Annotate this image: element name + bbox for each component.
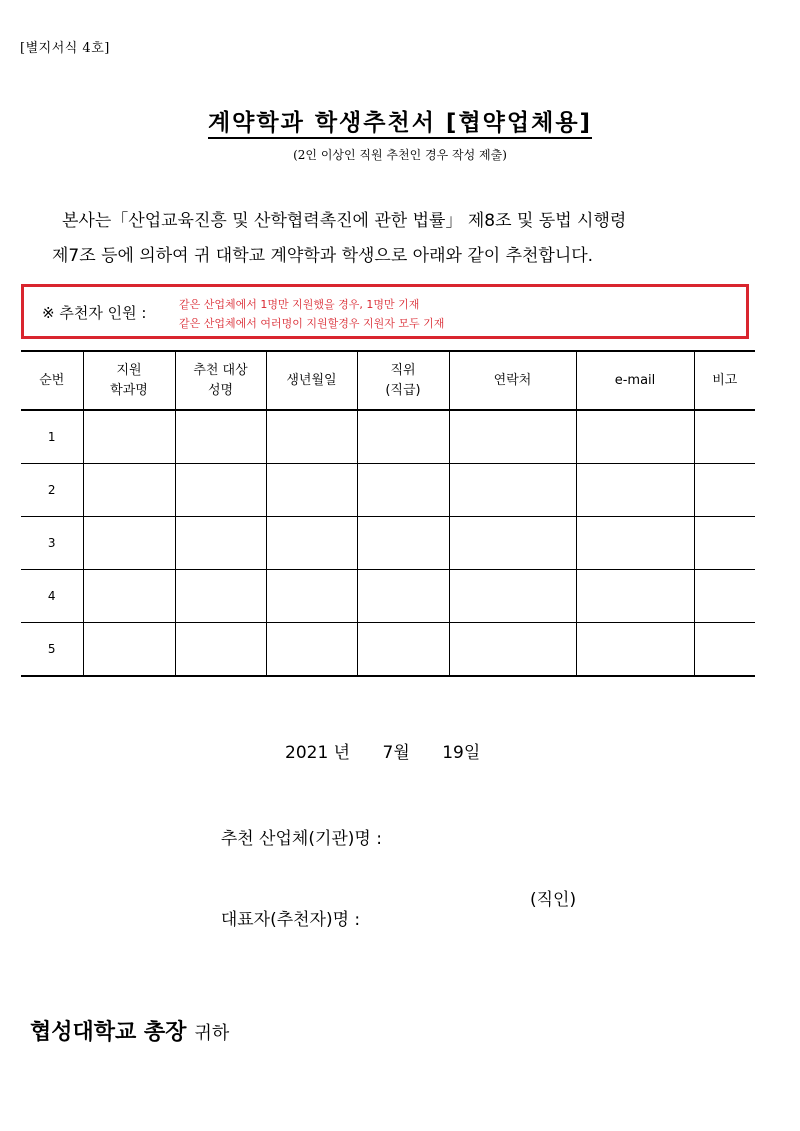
form-number-label: [별지서식 4호] (20, 41, 110, 56)
table-header-row (21, 351, 755, 410)
cell-contact[interactable] (449, 410, 576, 464)
document-title-text: 계약학과 학생추천서 [협약업체용] (208, 110, 592, 139)
intro-line-1: 본사는「산업교육진흥 및 산학협력촉진에 관한 법률」 제8조 및 동법 시행령 (62, 211, 627, 231)
representative-label: 대표자(추천자)명 : (220, 910, 361, 930)
cell-department[interactable] (83, 464, 175, 517)
cell-remarks[interactable] (694, 517, 755, 570)
cell-email[interactable] (576, 410, 694, 464)
cell-birthdate[interactable] (266, 623, 357, 677)
row-number: 5 (21, 623, 83, 677)
header-seq: 순번 (21, 351, 83, 410)
table-row (21, 464, 755, 517)
row-number: 2 (21, 464, 83, 517)
date-year: 2021 (285, 743, 329, 763)
cell-department[interactable] (83, 623, 175, 677)
cell-candidate-name[interactable] (175, 464, 266, 517)
cell-department[interactable] (83, 517, 175, 570)
cell-candidate-name[interactable] (175, 570, 266, 623)
header-position: 직위 (직급) (357, 351, 449, 410)
cell-birthdate[interactable] (266, 517, 357, 570)
addressee-name: 협성대학교 총장 (30, 1020, 187, 1045)
document-subtitle: (2인 이상인 직원 추천인 경우 작성 제출) (293, 148, 507, 162)
cell-department[interactable] (83, 570, 175, 623)
intro-paragraph (40, 204, 760, 274)
date-month: 7월 (382, 743, 410, 763)
cell-position[interactable] (357, 410, 449, 464)
row-number: 1 (21, 410, 83, 464)
notice-line-2: 같은 산업체에서 여러명이 지원할경우 지원자 모두 기재 (179, 317, 445, 330)
cell-contact[interactable] (449, 517, 576, 570)
company-name-line (210, 804, 382, 849)
row-number: 3 (21, 517, 83, 570)
cell-birthdate[interactable] (266, 410, 357, 464)
date-day: 19일 (442, 743, 481, 763)
header-birthdate: 생년월일 (266, 351, 357, 410)
recommender-notice-box (21, 284, 749, 339)
date-year-unit: 년 (333, 743, 351, 763)
cell-contact[interactable] (449, 570, 576, 623)
cell-contact[interactable] (449, 464, 576, 517)
table-row (21, 517, 755, 570)
company-name-label: 추천 산업체(기관)명 : (220, 829, 382, 849)
cell-position[interactable] (357, 623, 449, 677)
table-row (21, 570, 755, 623)
cell-email[interactable] (576, 623, 694, 677)
recommendation-table (21, 350, 755, 677)
cell-birthdate[interactable] (266, 464, 357, 517)
header-contact: 연락처 (449, 351, 576, 410)
document-title (0, 104, 800, 137)
cell-remarks[interactable] (694, 464, 755, 517)
cell-contact[interactable] (449, 623, 576, 677)
seal-placeholder: (직인) (530, 890, 577, 910)
cell-department[interactable] (83, 410, 175, 464)
header-email: e-mail (576, 351, 694, 410)
cell-remarks[interactable] (694, 570, 755, 623)
addressee (30, 1015, 229, 1046)
representative-line (210, 885, 577, 950)
cell-position[interactable] (357, 517, 449, 570)
cell-candidate-name[interactable] (175, 517, 266, 570)
row-number: 4 (21, 570, 83, 623)
header-candidate-name: 추천 대상 성명 (175, 351, 266, 410)
notice-line-1: 같은 산업체에서 1명만 지원했을 경우, 1명만 기재 (179, 298, 420, 311)
submission-date (285, 738, 480, 763)
cell-email[interactable] (576, 570, 694, 623)
notice-label: ※ 추천자 인원 : (42, 304, 147, 322)
addressee-honorific: 귀하 (194, 1023, 230, 1044)
cell-birthdate[interactable] (266, 570, 357, 623)
intro-line-2: 제7조 등에 의하여 귀 대학교 계약학과 학생으로 아래와 같이 추천합니다. (52, 246, 594, 266)
cell-email[interactable] (576, 517, 694, 570)
cell-position[interactable] (357, 570, 449, 623)
cell-email[interactable] (576, 464, 694, 517)
cell-remarks[interactable] (694, 623, 755, 677)
cell-remarks[interactable] (694, 410, 755, 464)
cell-candidate-name[interactable] (175, 623, 266, 677)
header-remarks: 비고 (694, 351, 755, 410)
table-row (21, 410, 755, 464)
cell-position[interactable] (357, 464, 449, 517)
table-row (21, 623, 755, 677)
cell-candidate-name[interactable] (175, 410, 266, 464)
notice-lines (179, 295, 444, 333)
header-department: 지원 학과명 (83, 351, 175, 410)
